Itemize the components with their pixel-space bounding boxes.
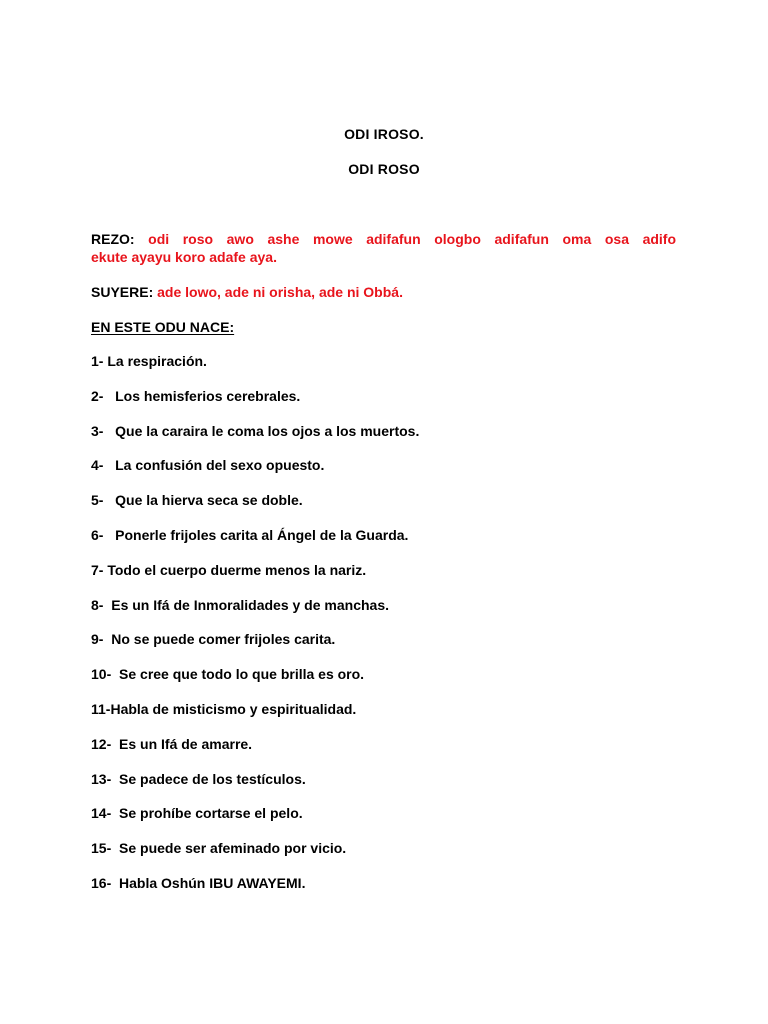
rezo-text-part1: odi roso awo ashe mowe adifafun ologbo adifafun oma osa: [148, 231, 629, 247]
list-item-number: 13-: [91, 770, 112, 787]
list-item-number: 10-: [91, 666, 112, 683]
list-item: [91, 526, 408, 544]
list-item-number: 2-: [91, 387, 104, 404]
rezo-paragraph-continued: [91, 248, 676, 266]
rezo-text-part2: ekute ayayu koro adafe aya.: [91, 249, 277, 265]
list-item-number: 15-: [91, 840, 112, 857]
list-item-number: 8-: [91, 596, 104, 613]
list-item: [91, 596, 389, 614]
suyere-label: SUYERE:: [91, 284, 154, 300]
list-item-number: 9-: [91, 631, 104, 648]
list-item: [91, 874, 305, 892]
list-item: [91, 422, 419, 440]
rezo-paragraph: [91, 230, 676, 248]
list-item: [91, 561, 366, 579]
list-item: [91, 387, 300, 405]
list-item-text: Habla Oshún IBU AWAYEMI.: [119, 875, 306, 891]
list-item-text: La respiración.: [107, 353, 207, 369]
list-item-text: Se puede ser afeminado por vicio.: [119, 840, 347, 857]
list-item-text: La confusión del sexo opuesto.: [115, 457, 325, 474]
list-item: [91, 700, 356, 718]
list-item-number: 11-: [91, 701, 111, 717]
document-title: ODI IROSO.: [344, 126, 424, 142]
list-item-number: 12-: [91, 735, 112, 752]
list-item: [91, 770, 306, 788]
list-item-number: 7-: [91, 561, 104, 578]
list-item: [91, 491, 303, 509]
list-item-text: Ponerle frijoles carita al Ángel de la Guarda.: [115, 527, 409, 543]
list-item: [91, 735, 252, 753]
list-item-number: 6-: [91, 527, 104, 543]
list-item: [91, 839, 346, 857]
rezo-label: REZO:: [91, 231, 135, 247]
list-item-text: Que la hierva seca se doble.: [115, 492, 303, 509]
document-subtitle: ODI ROSO: [348, 161, 420, 177]
list-item-text: Habla de misticismo y espiritualidad.: [110, 701, 357, 717]
list-item-text: Se prohíbe cortarse el pelo.: [119, 805, 303, 822]
list-item: [91, 804, 303, 822]
list-item-text: Se cree que todo lo que brilla es oro.: [119, 666, 365, 683]
list-item: [91, 456, 324, 474]
list-item-text: Que la caraira le coma los ojos a los muertos.: [115, 422, 420, 439]
list-item: [91, 665, 364, 683]
list-item-text: Es un Ifá de amarre.: [119, 735, 253, 752]
list-item-number: 14-: [91, 805, 112, 822]
list-item-number: 3-: [91, 422, 104, 439]
list-item-number: 5-: [91, 492, 104, 509]
list-item-number: 1-: [91, 353, 104, 369]
section-heading: EN ESTE ODU NACE:: [91, 319, 235, 335]
list-item-number: 4-: [91, 457, 104, 474]
list-item-text: Todo el cuerpo duerme menos la nariz.: [107, 561, 367, 578]
list-item-number: 16-: [91, 875, 112, 891]
list-item: [91, 352, 207, 370]
list-item-text: No se puede comer frijoles carita.: [111, 631, 336, 648]
list-item: [91, 630, 335, 648]
rezo-text-part1-end: adifo: [642, 231, 677, 247]
list-item-text: Se padece de los testículos.: [119, 770, 306, 787]
list-item-text: Es un Ifá de Inmoralidades y de manchas.: [111, 596, 389, 613]
suyere-text: ade lowo, ade ni orisha, ade ni Obbá.: [157, 284, 403, 300]
list-item-text: Los hemisferios cerebrales.: [115, 387, 301, 404]
suyere-paragraph: [91, 283, 403, 301]
